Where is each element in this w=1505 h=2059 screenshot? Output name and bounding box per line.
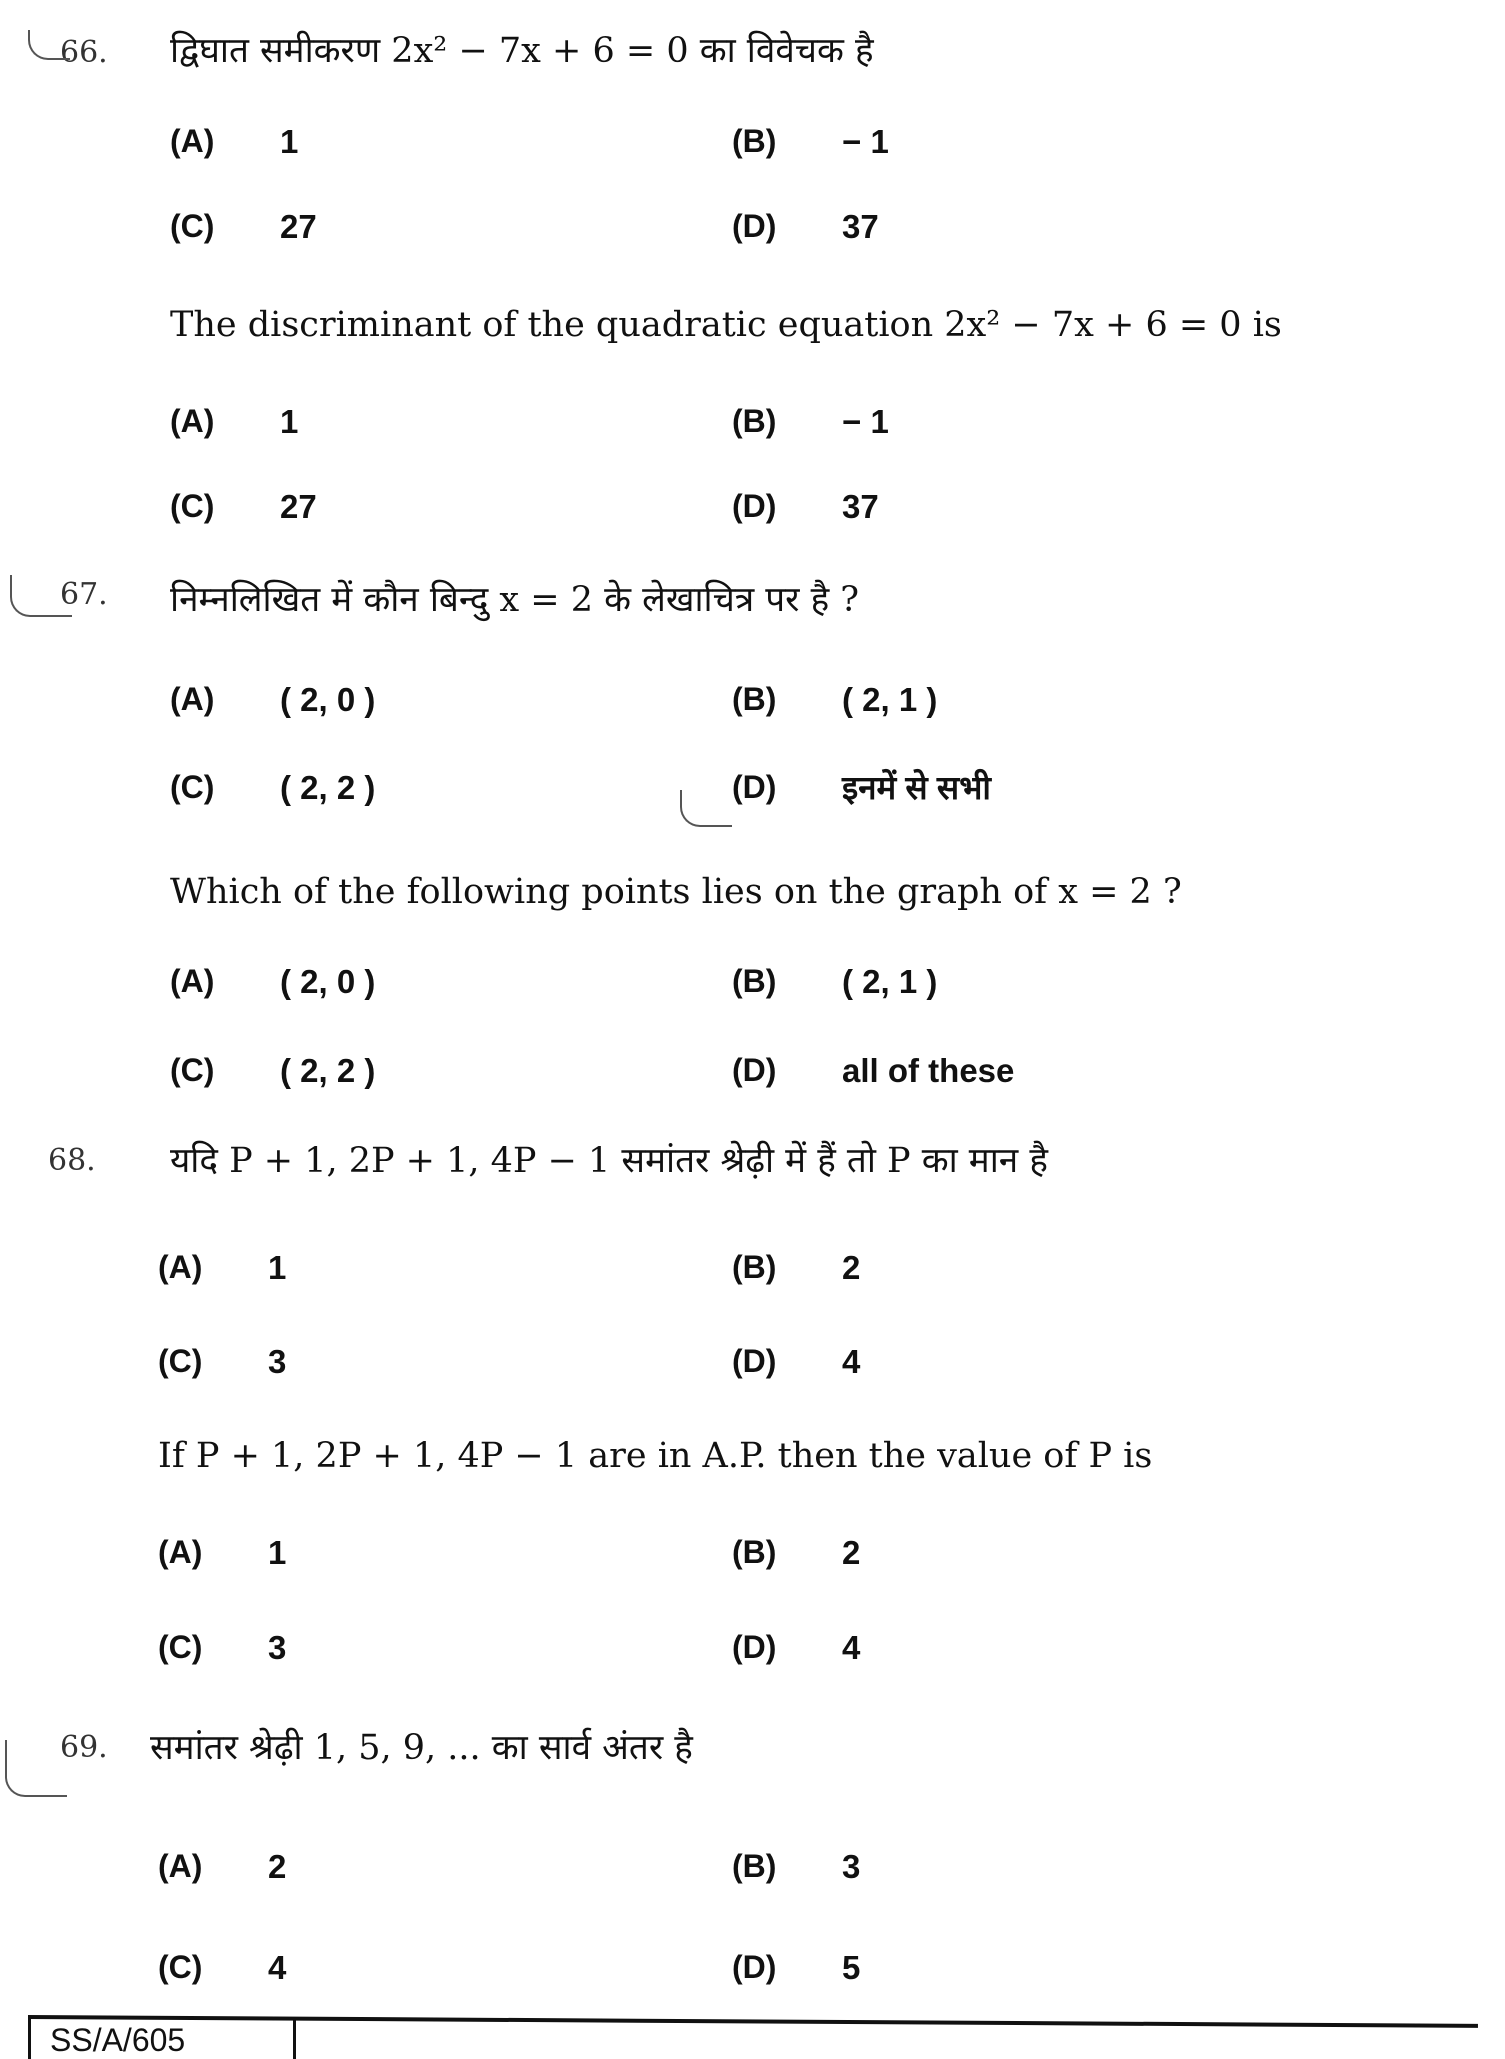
- option-label: (A): [170, 123, 215, 159]
- question-number: 67.: [60, 577, 108, 612]
- option-value: ( 2, 0 ): [280, 681, 376, 718]
- pen-tick-mark: [5, 1740, 67, 1797]
- option-value: 2: [268, 1848, 287, 1885]
- option-label: (C): [170, 488, 215, 524]
- question-stem-english: Which of the following points lies on the graph of x = 2 ?: [170, 872, 1182, 912]
- option-value: 3: [842, 1848, 861, 1885]
- option-value: ( 2, 1 ): [842, 681, 938, 718]
- question-stem-hindi: समांतर श्रेढ़ी 1, 5, 9, ... का सार्व अंतर है: [150, 1728, 693, 1768]
- option-value: 37: [842, 488, 879, 525]
- option-value: 27: [280, 208, 317, 245]
- option-value: all of these: [842, 1052, 1015, 1089]
- option-value: 37: [842, 208, 879, 245]
- option-value: 2: [842, 1249, 861, 1286]
- option-value: − 1: [842, 403, 889, 440]
- pen-tick-mark: [10, 575, 72, 617]
- option-value: ( 2, 2 ): [280, 769, 376, 806]
- option-value: 27: [280, 488, 317, 525]
- option-value: 2: [842, 1534, 861, 1571]
- question-stem-hindi: निम्नलिखित में कौन बिन्दु x = 2 के लेखाचित्र पर है ?: [170, 580, 860, 620]
- option-value: 1: [268, 1534, 287, 1571]
- question-number: 66.: [60, 35, 108, 70]
- option-value: − 1: [842, 123, 889, 160]
- option-label: (B): [732, 403, 777, 439]
- question-number: 69.: [60, 1730, 108, 1765]
- option-label: (C): [170, 1052, 215, 1088]
- option-label: (C): [158, 1629, 203, 1665]
- option-label: (C): [170, 769, 215, 805]
- question-stem-hindi: यदि P + 1, 2P + 1, 4P − 1 समांतर श्रेढ़ी में हैं तो P का मान है: [170, 1141, 1048, 1181]
- option-label: (B): [732, 963, 777, 999]
- footer-code: SS/A/605: [50, 2022, 186, 2058]
- option-value: 1: [280, 403, 299, 440]
- option-label: (D): [732, 1629, 777, 1665]
- option-value: ( 2, 2 ): [280, 1052, 376, 1089]
- option-value: 3: [268, 1629, 287, 1666]
- option-value: ( 2, 0 ): [280, 963, 376, 1000]
- option-value: 1: [280, 123, 299, 160]
- question-number: 68.: [48, 1143, 96, 1178]
- option-value: 4: [842, 1343, 861, 1380]
- option-label: (D): [732, 1052, 777, 1088]
- option-label: (A): [170, 963, 215, 999]
- option-label: (D): [732, 488, 777, 524]
- option-label: (A): [158, 1848, 203, 1884]
- question-stem-english: The discriminant of the quadratic equation 2x² − 7x + 6 = 0 is: [170, 305, 1282, 345]
- pen-tick-mark: [28, 30, 70, 60]
- option-value: 4: [842, 1629, 861, 1666]
- option-value: 5: [842, 1949, 861, 1986]
- option-label: (D): [732, 769, 777, 805]
- question-stem-hindi: द्विघात समीकरण 2x² − 7x + 6 = 0 का विवेचक है: [170, 31, 874, 71]
- option-value: 1: [268, 1249, 287, 1286]
- option-label: (A): [170, 403, 215, 439]
- option-label: (C): [158, 1343, 203, 1379]
- pen-tick-mark: [680, 790, 732, 827]
- question-stem-english: If P + 1, 2P + 1, 4P − 1 are in A.P. then the value of P is: [158, 1436, 1153, 1476]
- option-label: (C): [170, 208, 215, 244]
- option-value: 4: [268, 1949, 287, 1986]
- option-label: (D): [732, 1343, 777, 1379]
- option-label: (A): [158, 1249, 203, 1285]
- option-label: (D): [732, 208, 777, 244]
- option-label: (C): [158, 1949, 203, 1985]
- option-value: इनमें से सभी: [842, 769, 991, 806]
- option-value: 3: [268, 1343, 287, 1380]
- option-value: ( 2, 1 ): [842, 963, 938, 1000]
- option-label: (B): [732, 681, 777, 717]
- option-label: (B): [732, 123, 777, 159]
- option-label: (D): [732, 1949, 777, 1985]
- option-label: (A): [158, 1534, 203, 1570]
- option-label: (B): [732, 1848, 777, 1884]
- option-label: (A): [170, 681, 215, 717]
- option-label: (B): [732, 1534, 777, 1570]
- option-label: (B): [732, 1249, 777, 1285]
